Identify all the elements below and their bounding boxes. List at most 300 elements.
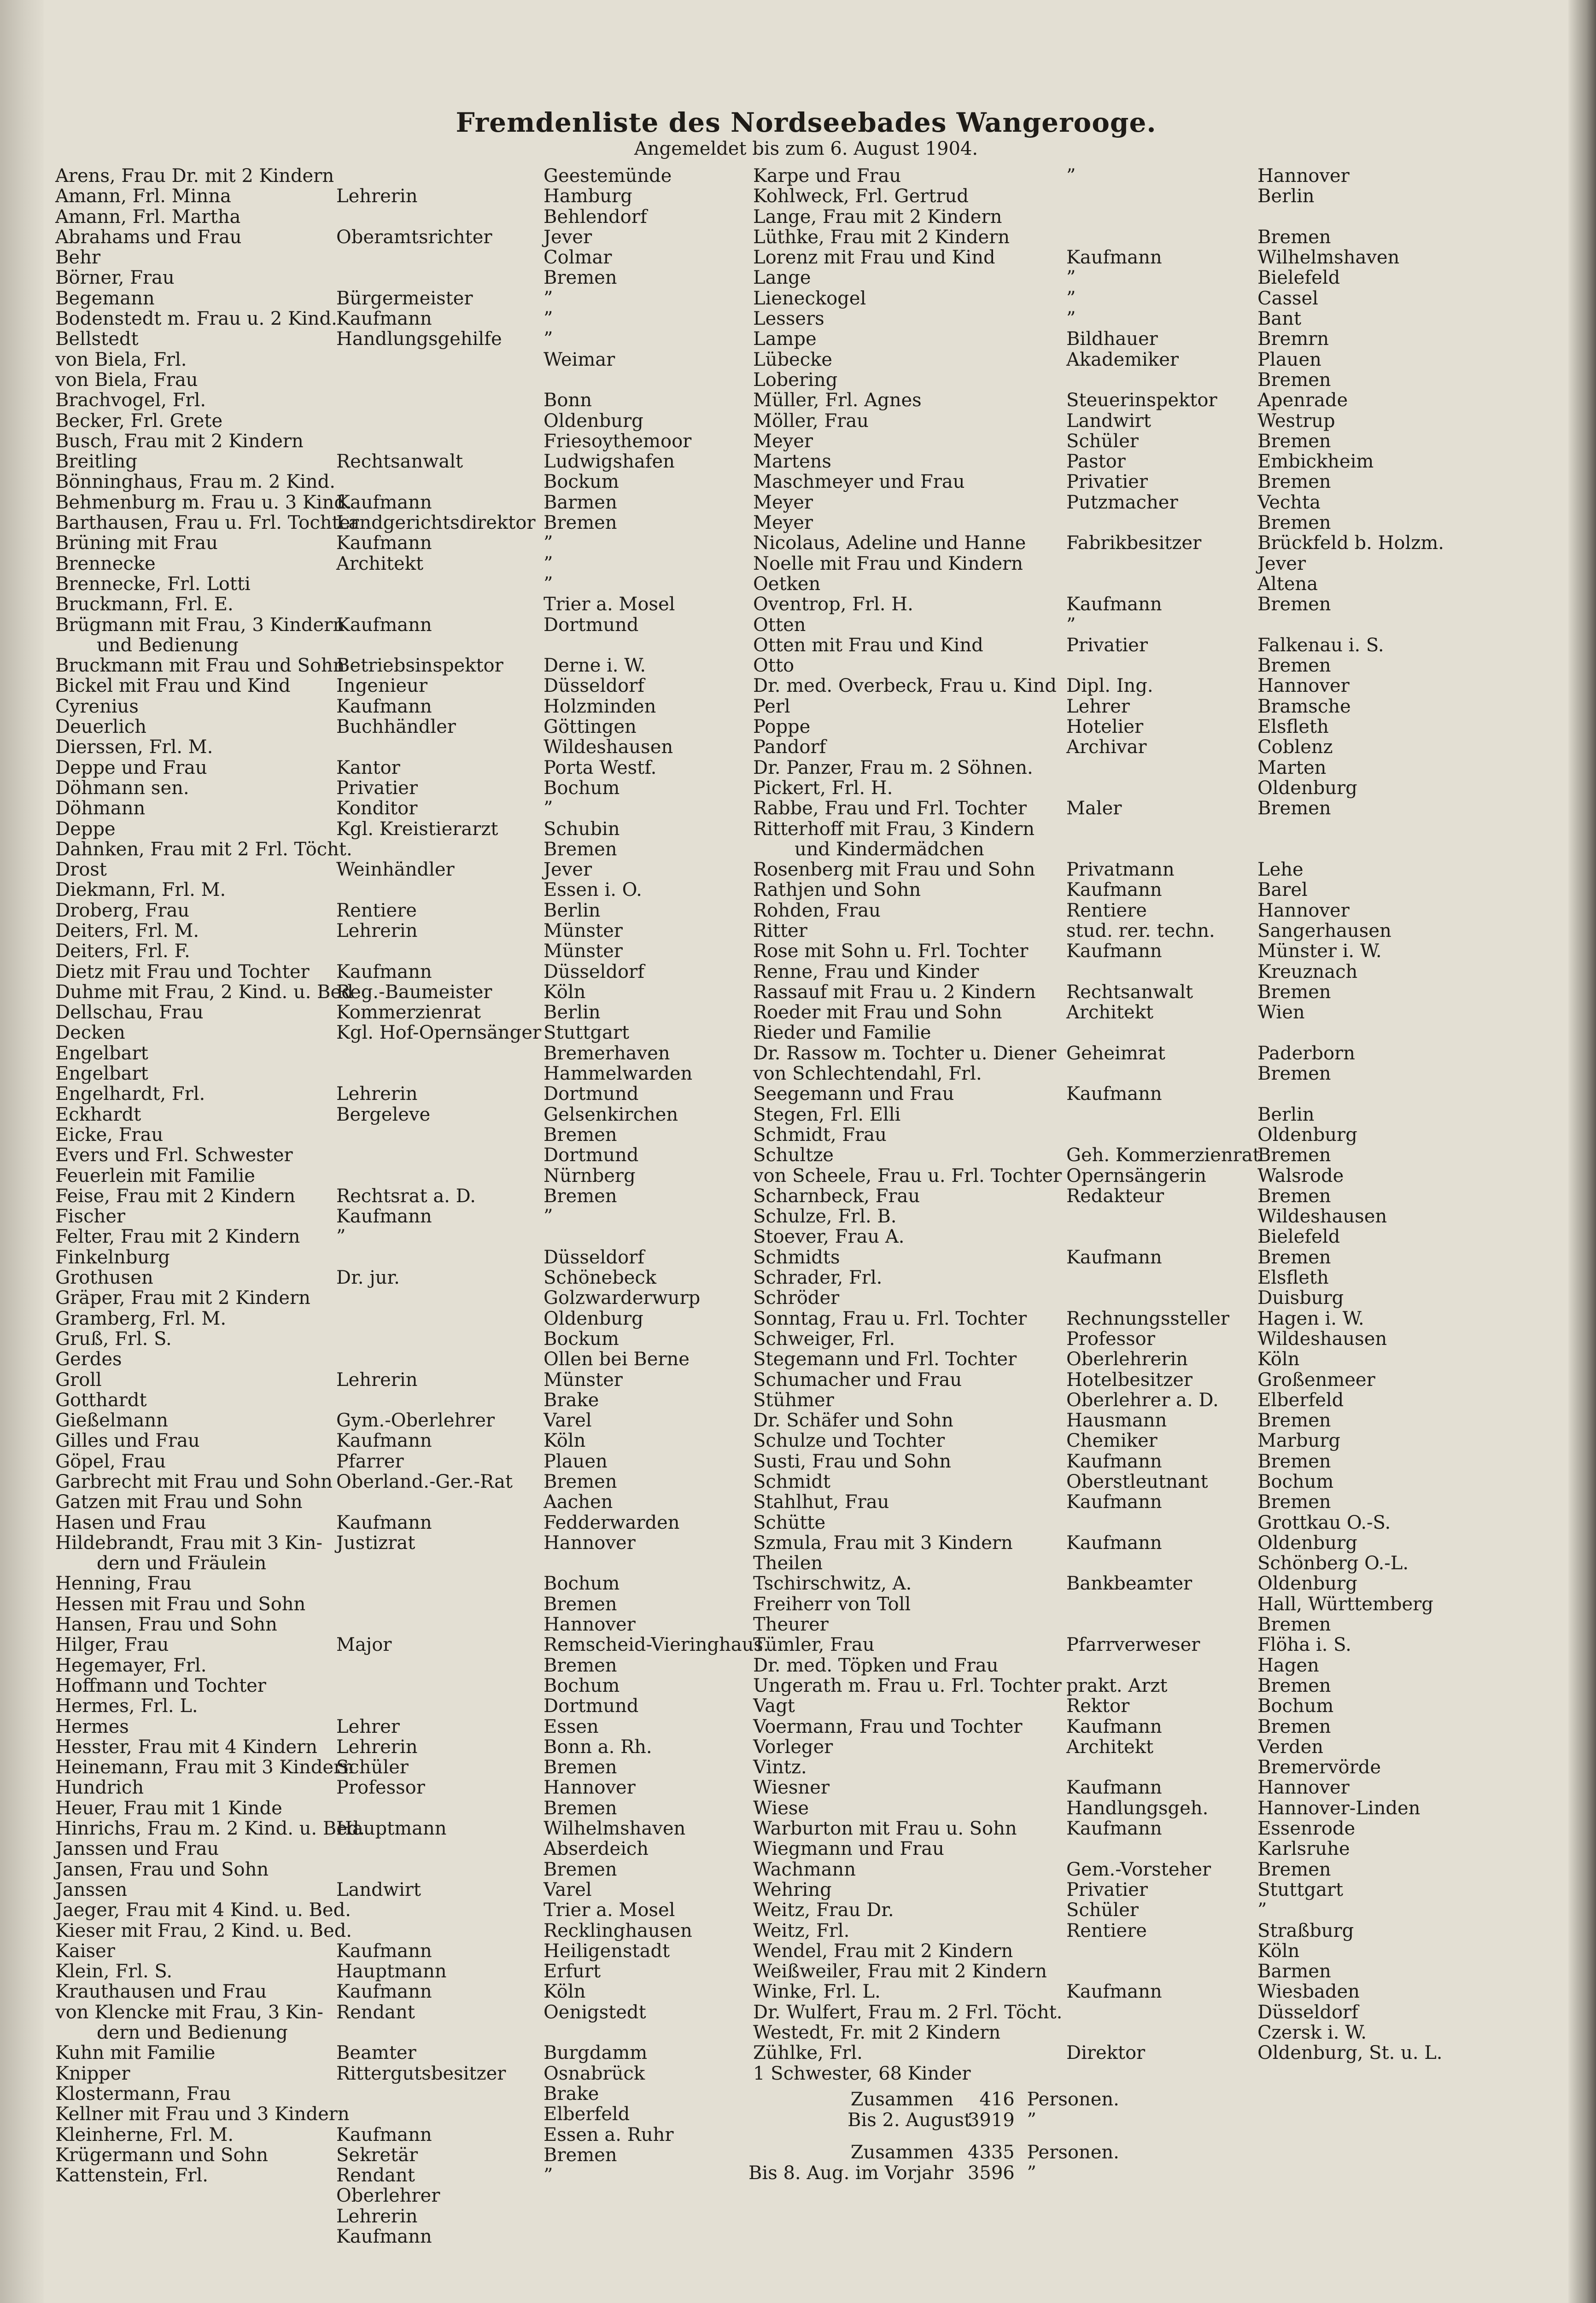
list-entry: Essen i. O. [544, 879, 642, 901]
list-entry [1066, 370, 1260, 390]
list-entry [336, 1696, 541, 1716]
list-entry: Köln [1257, 1940, 1300, 1962]
list-entry: Bockum [544, 1328, 619, 1350]
list-entry: Krügermann und Sohn [55, 2144, 269, 2166]
list-entry [336, 1064, 541, 1084]
list-entry: Göttingen [544, 716, 637, 738]
list-entry: Bremen [1257, 1450, 1331, 1472]
list-entry: Bremen [544, 1185, 617, 1207]
list-entry: Hesster, Frau mit 4 Kindern [55, 1736, 317, 1758]
list-entry: Oberstleutnant [1066, 1471, 1208, 1492]
list-entry: Voermann, Frau und Tochter [753, 1716, 1023, 1737]
list-entry: Hausmann [1066, 1410, 1167, 1432]
list-entry: Gatzen mit Frau und Sohn [55, 1491, 303, 1513]
list-entry: Rosenberg mit Frau und Sohn [753, 859, 1035, 881]
list-entry: Wiegmann und Frau [753, 1838, 944, 1860]
list-entry [1066, 778, 1260, 798]
list-entry: Geh. Kommerzienrat [1066, 1145, 1260, 1166]
list-entry: Karlsruhe [1257, 1838, 1350, 1860]
list-entry: Münster [544, 1369, 623, 1391]
list-entry: Osnabrück [544, 2063, 645, 2084]
list-entry: Burgdamm [544, 2042, 648, 2064]
list-entry: Kaufmann [1066, 1083, 1162, 1105]
list-entry [1066, 1064, 1260, 1084]
list-entry: Kaufmann [336, 961, 432, 982]
list-entry: Busch, Frau mit 2 Kindern [55, 430, 304, 452]
list-entry: Rechtsanwalt [336, 451, 463, 473]
list-entry: Rendant [336, 2165, 415, 2186]
list-entry: Oberland.-Ger.-Rat [336, 1471, 513, 1492]
list-entry: Brügmann mit Frau, 3 Kindern [55, 614, 345, 636]
list-entry: Bremen [1257, 1859, 1331, 1880]
list-entry: Köln [544, 1430, 586, 1452]
list-entry: Susti, Frau und Sohn [753, 1450, 952, 1472]
list-entry: von Scheele, Frau u. Frl. Tochter [753, 1165, 1062, 1187]
list-entry: Bodenstedt m. Frau u. 2 Kind. [55, 308, 337, 330]
list-entry: Oldenburg, St. u. L. [1257, 2042, 1443, 2064]
list-entry: Behmenburg m. Frau u. 3 Kind. [55, 491, 352, 513]
list-entry: Putzmacher [1066, 491, 1178, 513]
list-entry: ” [1066, 614, 1076, 636]
list-entry: Heinemann, Frau mit 3 Kindern [55, 1757, 354, 1778]
list-entry: Rechtsrat a. D. [336, 1185, 476, 1207]
list-entry: Hauptmann [336, 1818, 447, 1840]
list-entry: Schüler [1066, 1900, 1139, 1921]
list-entry: Dortmund [544, 1145, 639, 1166]
list-entry: Weißweiler, Frau mit 2 Kindern [753, 1961, 1047, 1982]
list-entry: Apenrade [1257, 390, 1348, 411]
list-entry: Bant [1257, 308, 1302, 330]
list-entry: Zühlke, Frl. [753, 2042, 863, 2064]
list-entry [1066, 1961, 1260, 1982]
list-entry: Sonntag, Frau u. Frl. Tochter [753, 1308, 1027, 1329]
list-entry: Meyer [753, 512, 813, 534]
list-entry: Gruß, Frl. S. [55, 1328, 172, 1350]
list-entry: Barel [1257, 879, 1308, 901]
list-entry: Kaufmann [1066, 1450, 1162, 1472]
list-entry: Bellstedt [55, 328, 139, 350]
list-entry [336, 2084, 541, 2104]
list-entry: Bochum [544, 777, 620, 799]
totals-label: Zusammen [850, 2089, 953, 2110]
list-entry: Friesoythemoor [544, 430, 692, 452]
list-entry: Recklinghausen [544, 1920, 692, 1941]
list-entry: Westrup [1257, 410, 1335, 432]
list-entry: Großenmeer [1257, 1369, 1375, 1391]
list-entry: Theilen [753, 1553, 823, 1574]
list-entry [336, 1553, 541, 1573]
list-entry: Lehrerin [336, 920, 418, 941]
list-entry: Czersk i. W. [1257, 2022, 1367, 2044]
list-entry [336, 1390, 541, 1410]
list-entry: Bochum [1257, 1471, 1334, 1492]
list-entry: Fabrikbesitzer [1066, 532, 1202, 554]
list-entry: Duhme mit Frau, 2 Kind. u. Bed [55, 981, 353, 1003]
list-entry: und Bedienung [97, 634, 239, 656]
list-entry: Landwirt [1066, 410, 1152, 432]
list-entry [336, 1676, 541, 1696]
list-entry: Kaufmann [1066, 247, 1162, 269]
list-entry: Rendant [336, 2001, 415, 2023]
list-entry: und Kindermädchen [795, 838, 984, 860]
list-entry: Oberlehrer a. D. [1066, 1389, 1219, 1411]
list-entry: Cyrenius [55, 696, 139, 717]
list-entry: Wiesbaden [1257, 1981, 1360, 2003]
list-entry: Kaufmann [336, 2226, 432, 2247]
list-entry: ” [1066, 267, 1076, 289]
list-entry: Janssen [55, 1879, 128, 1900]
list-entry: Hannover [1257, 165, 1350, 187]
list-entry [336, 166, 541, 186]
list-entry: Elsfleth [1257, 1267, 1329, 1289]
list-entry: Karpe und Frau [753, 165, 901, 187]
list-entry: Paderborn [1257, 1042, 1355, 1064]
list-entry: Dellschau, Frau [55, 1002, 204, 1023]
list-entry: Deppe [55, 818, 116, 840]
list-entry: Berlin [544, 900, 601, 921]
list-entry: Bremen [544, 1654, 617, 1676]
list-entry: Falkenau i. S. [1257, 634, 1384, 656]
list-entry: Kaufmann [1066, 879, 1162, 901]
list-entry: Droberg, Frau [55, 900, 190, 921]
list-entry: Rohden, Frau [753, 900, 881, 921]
list-entry: Schulze und Tochter [753, 1430, 945, 1452]
list-entry: Meyer [753, 430, 813, 452]
list-entry: Düsseldorf [1257, 2001, 1358, 2023]
list-entry: Bramsche [1257, 696, 1351, 717]
list-entry: Wildeshausen [1257, 1328, 1387, 1350]
list-entry: Kaufmann [336, 491, 432, 513]
list-entry: Kaufmann [1066, 1716, 1162, 1737]
list-entry: Dierssen, Frl. M. [55, 736, 213, 758]
totals-unit: ” [1027, 2163, 1036, 2184]
list-entry [336, 941, 541, 961]
list-entry: Klostermann, Frau [55, 2083, 231, 2104]
list-entry: Oldenburg [1257, 1124, 1357, 1146]
list-entry: Rentiere [1066, 1920, 1147, 1941]
list-entry: Kgl. Hof-Opernsänger [336, 1022, 542, 1044]
list-entry: Perl [753, 696, 790, 717]
list-entry [1066, 655, 1260, 676]
list-entry: Barthausen, Frau u. Frl. Tochter [55, 512, 359, 534]
list-entry: Groll [55, 1369, 102, 1391]
list-entry: Cassel [1257, 287, 1318, 309]
list-entry: Lehrerin [336, 1369, 418, 1391]
list-entry: Barmen [1257, 1961, 1331, 1982]
list-entry: Hannover [1257, 900, 1350, 921]
list-entry: Bonn a. Rh. [544, 1736, 652, 1758]
list-entry: ” [544, 287, 553, 309]
list-entry: Kaufmann [336, 1940, 432, 1962]
list-entry: Oldenburg [1257, 1573, 1357, 1595]
list-entry: 1 Schwester, 68 Kinder [753, 2063, 971, 2084]
list-entry: Professor [1066, 1328, 1155, 1350]
list-entry: Oldenburg [544, 410, 643, 432]
list-entry: Maschmeyer und Frau [753, 471, 965, 493]
list-entry: Holzminden [544, 696, 656, 717]
list-entry: Hannover [1257, 675, 1350, 697]
list-entry [336, 1309, 541, 1329]
list-entry: Kattenstein, Frl. [55, 2165, 208, 2186]
list-entry: Hannover [544, 1532, 636, 1554]
list-entry: Oberamtsrichter [336, 226, 492, 248]
list-entry: Lehrerin [336, 186, 418, 207]
list-entry: Poppe [753, 716, 811, 738]
list-entry: Bremen [1257, 798, 1331, 819]
totals-value: 3919 [967, 2110, 1015, 2131]
list-entry [544, 1227, 769, 1247]
list-entry: Privatmann [1066, 859, 1175, 881]
list-entry: Bruckmann mit Frau und Sohn [55, 655, 345, 677]
list-entry: Diekmann, Frl. M. [55, 879, 226, 901]
list-entry: Gym.-Oberlehrer [336, 1410, 495, 1432]
list-entry: Bremen [1257, 1063, 1331, 1085]
list-entry: Schweiger, Frl. [753, 1328, 895, 1350]
list-entry: Porta Westf. [544, 757, 657, 778]
list-entry: Pandorf [753, 736, 826, 758]
list-entry: Wehring [753, 1879, 832, 1900]
list-entry: Jever [544, 859, 592, 881]
list-entry: Lehrer [1066, 696, 1130, 717]
list-entry: Fischer [55, 1206, 126, 1227]
list-entry: Bergeleve [336, 1104, 431, 1125]
list-entry: Kaufmann [1066, 1491, 1162, 1513]
list-entry: Plauen [1257, 349, 1321, 370]
list-entry: Bürgermeister [336, 287, 473, 309]
list-entry: Essenrode [1257, 1818, 1356, 1840]
list-entry: Ollen bei Berne [544, 1349, 690, 1370]
totals-row [848, 2089, 1119, 2110]
list-entry: Wien [1257, 1002, 1305, 1023]
list-entry: Hildebrandt, Frau mit 3 Kin- [55, 1532, 323, 1554]
left-names-column [55, 166, 365, 2186]
list-entry: Schulze, Frl. B. [753, 1206, 897, 1227]
list-entry: ” [544, 328, 553, 350]
list-entry: Deppe und Frau [55, 757, 207, 778]
scan-left-edge [0, 0, 44, 2303]
list-entry: Winke, Frl. L. [753, 1981, 881, 2003]
list-entry: Bremen [544, 1471, 617, 1492]
list-entry [1066, 1288, 1260, 1308]
list-entry: ” [544, 798, 553, 819]
list-entry: Kaufmann [336, 2124, 432, 2145]
list-entry: Kaufmann [336, 308, 432, 330]
list-entry: Kaufmann [1066, 1532, 1162, 1554]
list-entry: Bremen [1257, 1491, 1331, 1513]
list-entry: Otten mit Frau und Kind [753, 634, 983, 656]
list-entry [336, 2247, 541, 2267]
right-jobs-column [1066, 166, 1260, 2125]
list-entry: Varel [544, 1879, 592, 1900]
list-entry [336, 1125, 541, 1145]
list-entry: Chemiker [1066, 1430, 1158, 1452]
list-entry: Rieder und Familie [753, 1022, 931, 1044]
list-entry: Oetken [753, 573, 821, 595]
list-entry: Münster [544, 941, 623, 962]
list-entry: Kommerzienrat [336, 1002, 481, 1023]
list-entry [1257, 615, 1444, 635]
list-entry: Landgerichtsdirektor [336, 512, 536, 534]
list-entry: Theurer [753, 1614, 829, 1636]
list-entry: Redakteur [1066, 1185, 1164, 1207]
list-entry: Tschirschwitz, A. [753, 1573, 912, 1595]
list-entry: Wildeshausen [544, 736, 673, 758]
list-entry: Lobering [753, 369, 838, 391]
list-entry: Lange, Frau mit 2 Kindern [753, 206, 1002, 228]
list-entry [1066, 758, 1260, 778]
list-entry [1066, 1614, 1260, 1635]
list-entry [336, 1247, 541, 1268]
list-entry: Dr. med. Overbeck, Frau u. Kind [753, 675, 1057, 697]
list-entry: Berlin [1257, 1104, 1315, 1125]
list-entry [1066, 1227, 1260, 1247]
list-entry: Wendel, Frau mit 2 Kindern [753, 1940, 1013, 1962]
list-entry [336, 1614, 541, 1635]
list-entry: Bremen [1257, 512, 1331, 534]
list-entry [1066, 1757, 1260, 1777]
list-entry: Feise, Frau mit 2 Kindern [55, 1185, 296, 1207]
list-entry: Bochum [1257, 1695, 1334, 1717]
list-entry: Kohlweck, Frl. Gertrud [753, 186, 969, 207]
list-entry: Hansen, Frau und Sohn [55, 1614, 277, 1636]
list-entry [1066, 554, 1260, 574]
list-entry: Bremen [1257, 1145, 1331, 1166]
list-entry: Kaufmann [1066, 1818, 1162, 1840]
list-entry: Jansen, Frau und Sohn [55, 1859, 269, 1880]
list-entry [336, 839, 541, 859]
list-entry: Weinhändler [336, 859, 455, 881]
list-entry: Elberfeld [544, 2104, 630, 2125]
list-entry: Kaufmann [336, 1512, 432, 1533]
list-entry [1066, 839, 1260, 859]
list-entry: Hagen [1257, 1654, 1319, 1676]
list-entry: Schmidt, Frau [753, 1124, 887, 1146]
list-entry: Bremen [1257, 471, 1331, 493]
list-entry [336, 1900, 541, 1920]
list-entry: Janssen und Frau [55, 1838, 219, 1860]
list-entry: ” [544, 1206, 553, 1227]
list-entry: Schultze [753, 1145, 834, 1166]
list-entry: Justizrat [336, 1532, 415, 1554]
list-entry: Deiters, Frl. F. [55, 941, 190, 962]
list-entry: Rektor [1066, 1695, 1130, 1717]
list-entry: Stegen, Frl. Elli [753, 1104, 901, 1125]
list-entry: Marten [1257, 757, 1327, 778]
list-entry: Brüning mit Frau [55, 532, 218, 554]
list-entry: Abserdeich [544, 1838, 649, 1860]
list-entry: Kaufmann [336, 1206, 432, 1227]
list-entry: Altena [1257, 573, 1318, 595]
list-entry: Hagen i. W. [1257, 1308, 1364, 1329]
list-entry: Weimar [544, 349, 615, 370]
list-entry: Ludwigshafen [544, 451, 675, 473]
list-entry [1066, 207, 1260, 227]
list-entry: Oldenburg [1257, 777, 1357, 799]
list-entry: Akademiker [1066, 349, 1179, 370]
list-entry: Bremen [544, 2144, 617, 2166]
list-entry: Hoffmann und Tochter [55, 1675, 266, 1696]
list-entry [336, 1798, 541, 1818]
list-entry: Hamburg [544, 186, 632, 207]
list-entry: Duisburg [1257, 1287, 1344, 1309]
list-entry: Dahnken, Frau mit 2 Frl. Töcht. [55, 838, 352, 860]
list-entry [336, 350, 541, 370]
list-entry [336, 594, 541, 614]
list-entry: Wiesner [753, 1777, 830, 1799]
list-entry: Kgl. Kreistierarzt [336, 818, 498, 840]
list-entry: Architekt [336, 553, 424, 574]
list-entry [336, 574, 541, 594]
list-entry: Essen a. Ruhr [544, 2124, 674, 2145]
list-entry [336, 880, 541, 900]
list-entry: Schubin [544, 818, 620, 840]
list-entry: Steuerinspektor [1066, 390, 1217, 411]
list-entry [1066, 1125, 1260, 1145]
list-entry: Hammelwarden [544, 1063, 693, 1085]
list-entry: Otten [753, 614, 806, 636]
list-entry: Hinrichs, Frau m. 2 Kind. u. Bed. [55, 1818, 365, 1840]
right-cities-column [1257, 166, 1444, 2063]
list-entry: Sangerhausen [1257, 920, 1391, 941]
list-entry: Maler [1066, 798, 1122, 819]
list-entry: Dortmund [544, 1083, 639, 1105]
list-entry: Bruckmann, Frl. E. [55, 594, 234, 615]
list-entry: Kaiser [55, 1940, 115, 1962]
list-entry [1066, 962, 1260, 982]
page-subtitle: Angemeldet bis zum 6. August 1904. [634, 138, 978, 159]
list-entry: Abrahams und Frau [55, 226, 242, 248]
list-entry [1066, 1105, 1260, 1125]
list-entry [1066, 2022, 1260, 2043]
list-entry: Privatier [1066, 634, 1148, 656]
list-entry: Bremen [544, 1757, 617, 1778]
list-entry [336, 1145, 541, 1165]
totals-row [737, 2142, 1119, 2163]
list-entry: Berlin [1257, 186, 1315, 207]
list-entry: Stegemann und Frl. Tochter [753, 1349, 1017, 1370]
list-entry: Archivar [1066, 736, 1147, 758]
list-entry [1066, 1023, 1260, 1043]
list-entry: Weitz, Frau Dr. [753, 1900, 894, 1921]
list-entry: Amann, Frl. Minna [55, 186, 231, 207]
list-entry: Münster i. W. [1257, 941, 1382, 962]
list-entry: Kaufmann [1066, 941, 1162, 962]
list-entry: Bochum [544, 1573, 620, 1595]
list-entry: Brake [544, 1389, 599, 1411]
list-entry: Colmar [544, 247, 612, 269]
list-entry: ” [544, 532, 553, 554]
list-entry: Elsfleth [1257, 716, 1329, 738]
list-entry [1066, 2002, 1260, 2022]
list-entry [1066, 1513, 1260, 1533]
totals-label: Zusammen [850, 2142, 953, 2163]
list-entry: Krauthausen und Frau [55, 1981, 267, 2003]
list-entry: Bonn [544, 390, 592, 411]
list-entry: Coblenz [1257, 736, 1333, 758]
list-entry: ” [544, 308, 553, 330]
list-entry: ” [544, 2165, 553, 2186]
list-entry: Lampe [753, 328, 817, 350]
list-entry: Bremen [544, 1859, 617, 1880]
list-entry: Bremen [1257, 1185, 1331, 1207]
list-entry: Wilhelmshaven [544, 1818, 686, 1840]
list-entry: Müller, Frl. Agnes [753, 390, 922, 411]
page [46, 0, 1566, 2303]
list-entry: Aachen [544, 1491, 613, 1513]
list-entry: Hilger, Frau [55, 1634, 169, 1656]
list-entry: Düsseldorf [544, 961, 644, 982]
list-entry: Kaufmann [336, 614, 432, 636]
